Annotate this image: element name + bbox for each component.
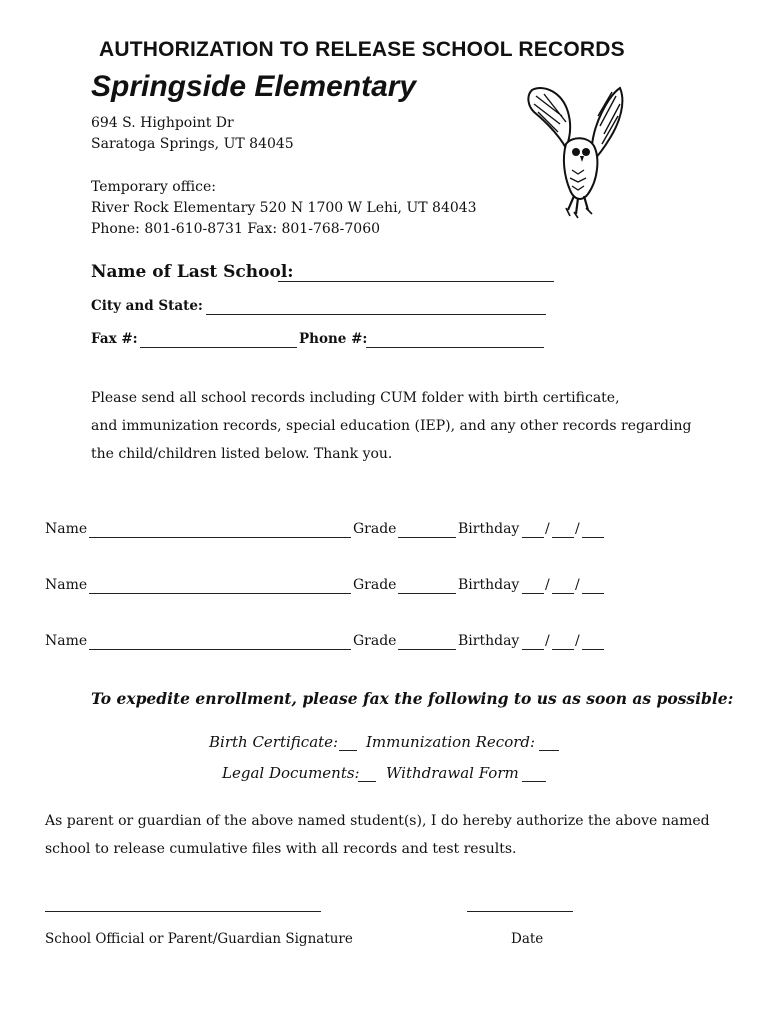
- authorization-line-1: As parent or guardian of the above named student(s), I do hereby authorize the above named: [45, 813, 710, 829]
- birth-certificate-label: Birth Certificate:: [209, 733, 339, 751]
- birthday-month-field[interactable]: [522, 649, 544, 650]
- expedite-heading: To expedite enrollment, please fax the following to us as soon as possible:: [91, 689, 734, 708]
- city-state-field[interactable]: [206, 314, 546, 315]
- birthday-day-field[interactable]: [552, 537, 574, 538]
- date-separator: /: [575, 633, 580, 649]
- legal-documents-label: Legal Documents:: [222, 764, 360, 782]
- address-line-2: Saratoga Springs, UT 84045: [91, 136, 294, 152]
- student-grade-field[interactable]: [398, 649, 456, 650]
- birthday-month-field[interactable]: [522, 593, 544, 594]
- student-grade-label: Grade: [353, 577, 397, 593]
- withdrawal-form-check[interactable]: [522, 781, 546, 782]
- last-school-name-label: Name of Last School:: [91, 262, 294, 282]
- fax-label: Fax #:: [91, 331, 138, 347]
- date-field[interactable]: [467, 911, 573, 912]
- legal-documents-check[interactable]: [358, 781, 376, 782]
- instructions-line-1: Please send all school records including CUM folder with birth certificate,: [91, 390, 620, 406]
- phone-field[interactable]: [366, 347, 544, 348]
- immunization-record-label: Immunization Record:: [366, 733, 536, 751]
- fax-field[interactable]: [140, 347, 297, 348]
- address-line-1: 694 S. Highpoint Dr: [91, 115, 234, 131]
- student-birthday-label: Birthday: [458, 633, 520, 649]
- immunization-record-check[interactable]: [539, 750, 559, 751]
- signature-field[interactable]: [45, 911, 321, 912]
- date-separator: /: [545, 521, 550, 537]
- instructions-line-3: the child/children listed below. Thank you.: [91, 446, 393, 462]
- date-separator: /: [545, 633, 550, 649]
- school-name: Springside Elementary: [91, 70, 417, 103]
- temporary-office-label: Temporary office:: [91, 179, 216, 195]
- owl-icon: [522, 82, 628, 222]
- instructions-line-2: and immunization records, special education (IEP), and any other records regarding: [91, 418, 692, 434]
- form-title: AUTHORIZATION TO RELEASE SCHOOL RECORDS: [99, 38, 625, 61]
- student-name-label: Name: [45, 633, 88, 649]
- birthday-month-field[interactable]: [522, 537, 544, 538]
- student-name-field[interactable]: [89, 537, 351, 538]
- student-grade-field[interactable]: [398, 593, 456, 594]
- last-school-name-field[interactable]: [278, 281, 554, 282]
- signature-label: School Official or Parent/Guardian Signature: [45, 931, 353, 947]
- birthday-year-field[interactable]: [582, 593, 604, 594]
- phone-label: Phone #:: [299, 331, 368, 347]
- date-separator: /: [575, 577, 580, 593]
- student-name-label: Name: [45, 521, 88, 537]
- student-name-field[interactable]: [89, 593, 351, 594]
- birthday-year-field[interactable]: [582, 537, 604, 538]
- birthday-year-field[interactable]: [582, 649, 604, 650]
- birth-certificate-check[interactable]: [339, 750, 357, 751]
- date-label: Date: [511, 931, 544, 947]
- student-birthday-label: Birthday: [458, 521, 520, 537]
- authorization-line-2: school to release cumulative files with all records and test results.: [45, 841, 517, 857]
- student-name-field[interactable]: [89, 649, 351, 650]
- student-birthday-label: Birthday: [458, 577, 520, 593]
- birthday-day-field[interactable]: [552, 649, 574, 650]
- date-separator: /: [575, 521, 580, 537]
- student-grade-label: Grade: [353, 521, 397, 537]
- phone-fax: Phone: 801-610-8731 Fax: 801-768-7060: [91, 221, 381, 237]
- withdrawal-form-label: Withdrawal Form: [386, 764, 519, 782]
- city-state-label: City and State:: [91, 298, 203, 314]
- birthday-day-field[interactable]: [552, 593, 574, 594]
- student-grade-field[interactable]: [398, 537, 456, 538]
- student-grade-label: Grade: [353, 633, 397, 649]
- date-separator: /: [545, 577, 550, 593]
- student-name-label: Name: [45, 577, 88, 593]
- temporary-office-address: River Rock Elementary 520 N 1700 W Lehi, UT 84043: [91, 200, 477, 216]
